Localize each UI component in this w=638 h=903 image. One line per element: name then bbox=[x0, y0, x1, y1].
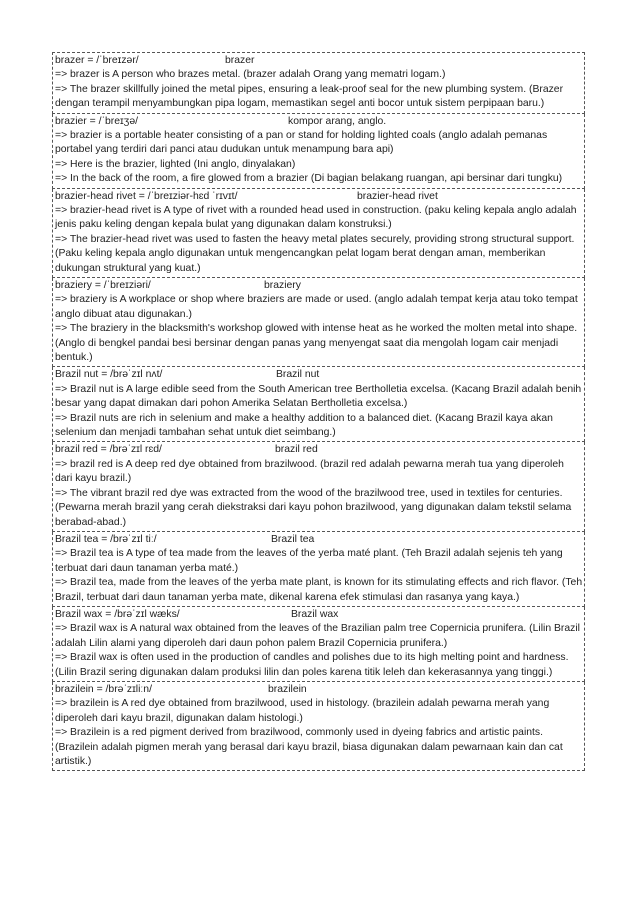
dictionary-page bbox=[52, 52, 585, 771]
entry-header bbox=[55, 608, 583, 622]
entry-example: => Brazil tea, made from the leaves of the yerba mate plant, is known for its stimulating effects and rich flavor. (Teh Brazil, terbuat dari daun tanaman yerba mate, dikenal karena efek stimulasi dan rasanya yang kaya.) bbox=[55, 577, 583, 603]
entry-word: brazilein bbox=[268, 683, 307, 695]
entry-header bbox=[55, 443, 583, 457]
entry-example: => In the back of the room, a fire glowed from a brazier (Di bagian belakang ruangan, api bersinar dari tungku) bbox=[55, 173, 563, 185]
entry-term: brazier-head rivet = /ˈbreɪziər-hɛd ˈrɪvɪt/ bbox=[55, 190, 238, 202]
entry-header bbox=[55, 115, 583, 129]
entry-brazer bbox=[52, 52, 585, 114]
entry-definition: => braziery is A workplace or shop where braziers are made or used. (anglo adalah tempat kerja atau toko tempat anglo dibuat atau digunakan.) bbox=[55, 294, 578, 320]
entry-header bbox=[55, 54, 583, 68]
entry-word: braziery bbox=[264, 280, 301, 292]
entry-word: Brazil wax bbox=[291, 608, 339, 620]
entry-definition: => Brazil tea is A type of tea made from the leaves of the yerba maté plant. (Teh Brazil adalah sejenis teh yang terbuat dari daun tanaman yerba maté.) bbox=[55, 548, 563, 574]
entry-definition: => Brazil nut is A large edible seed from the South American tree Bertholletia excelsa. (Kacang Brazil adalah benih besar yang dapat dimakan dari pohon Amerika Selatan Bertholletia excelsa.) bbox=[55, 383, 582, 410]
entry-example: => The braziery in the blacksmith's workshop glowed with intense heat as he worked the molten metal into shape. (Anglo di bengkel pandai besi bersinar dengan panas yang menyengat saat dia mengolah logam cair menjadi bentuk.) bbox=[55, 323, 578, 364]
entry-header bbox=[55, 368, 583, 382]
entry-definition: => brazier is a portable heater consisting of a pan or stand for holding lighted coals (anglo adalah pemanas portabel yang terdiri dari panci atau dudukan untuk menampung bara api) bbox=[55, 130, 548, 156]
entry-definition: => Brazil wax is A natural wax obtained from the leaves of the Brazilian palm tree Copernicia prunifera. (Lilin Brazil adalah Lilin alami yang diperoleh dari daun pohon palem Brazil Copernicia prunifera.) bbox=[55, 623, 580, 649]
entry-definition: => brazilein is A red dye obtained from brazilwood, used in histology. (brazilein adalah pewarna merah yang diperoleh dari kayu brazil, digunakan dalam histologi.) bbox=[55, 698, 550, 724]
entry-header bbox=[55, 279, 583, 293]
entry-term: brazier = /ˈbreɪʒə/ bbox=[55, 115, 138, 127]
entry-example: => Brazilein is a red pigment derived from brazilwood, commonly used in dyeing fabrics and artistic paints. (Brazilein adalah pigmen merah yang berasal dari kayu brazil, biasa digunakan dalam pewarnaan kain dan cat artistik.) bbox=[55, 727, 563, 767]
entry-example: => The vibrant brazil red dye was extracted from the wood of the brazilwood tree, used in textiles for centuries. (Pewarna merah brazil yang cerah diekstraksi dari kayu pohon brazilwood, yang digunakan dalam tekstil selama berabad-abad.) bbox=[55, 487, 572, 528]
entry-word: Brazil tea bbox=[271, 533, 315, 545]
entry-term: brazil red = /brəˈzɪl rɛd/ bbox=[55, 444, 162, 456]
entry-term: brazer = /ˈbreɪzər/ bbox=[55, 55, 139, 66]
entry-term: Brazil nut = /brəˈzɪl nʌt/ bbox=[55, 369, 163, 381]
entry-example: => Here is the brazier, lighted (Ini anglo, dinyalakan) bbox=[55, 158, 296, 170]
entry-example: => Brazil nuts are rich in selenium and make a healthy addition to a balanced diet. (Kacang Brazil kaya akan selenium dan menjadi tambahan sehat untuk diet seimbang.) bbox=[55, 412, 553, 439]
entry-header bbox=[55, 683, 583, 697]
entry-example: => The brazer skillfully joined the metal pipes, ensuring a leak-proof seal for the new plumbing system. (Brazer dengan terampil menyambungkan pipa logam, memastikan segel anti bocor untuk sistem perpipaan baru.) bbox=[55, 83, 564, 110]
entry-word: brazil red bbox=[275, 444, 318, 456]
entry-example: => Brazil wax is often used in the production of candles and polishes due to its high melting point and hardness. (Lilin Brazil sering digunakan dalam produksi lilin dan poles karena titik leleh dan kekerasannya yang tinggi.) bbox=[55, 652, 569, 678]
entry-term: braziery = /ˈbreɪziəri/ bbox=[55, 280, 151, 292]
entry-term: Brazil wax = /brəˈzɪl wæks/ bbox=[55, 608, 180, 620]
entry-brazil-wax bbox=[52, 607, 585, 682]
entry-brazil-nut bbox=[52, 367, 585, 442]
entry-term: Brazil tea = /brəˈzɪl tiː/ bbox=[55, 533, 157, 545]
entry-word: kompor arang, anglo. bbox=[288, 115, 387, 127]
entry-brazier-head-rivet bbox=[52, 189, 585, 278]
entry-definition: => brazil red is A deep red dye obtained from brazilwood. (brazil red adalah pewarna merah tua yang diperoleh dari kayu brazil.) bbox=[55, 458, 564, 485]
entry-definition: => brazer is A person who brazes metal. (brazer adalah Orang yang mematri logam.) bbox=[55, 69, 446, 81]
entry-definition: => brazier-head rivet is A type of rivet with a rounded head used in construction. (paku keling kepala anglo adalah jenis paku keling dengan kepala bulat yang digunakan dalam konstruksi.) bbox=[55, 205, 577, 231]
entry-brazil-tea bbox=[52, 532, 585, 607]
entry-brazier bbox=[52, 114, 585, 189]
entry-brazil-red bbox=[52, 442, 585, 531]
entry-brazilein bbox=[52, 682, 585, 771]
entry-word: brazer bbox=[225, 55, 255, 66]
entry-word: Brazil nut bbox=[276, 369, 320, 381]
entry-header bbox=[55, 190, 583, 204]
entry-header bbox=[55, 533, 583, 547]
entry-word: brazier-head rivet bbox=[357, 190, 438, 202]
entry-term: brazilein = /brəˈzɪliːn/ bbox=[55, 683, 152, 695]
entry-braziery bbox=[52, 278, 585, 367]
entry-example: => The brazier-head rivet was used to fasten the heavy metal plates securely, providing strong structural support. (Paku keling kepala anglo digunakan untuk mengencangkan pelat logam berat dengan aman, memberikan dukungan struktural yang kuat.) bbox=[55, 233, 575, 274]
